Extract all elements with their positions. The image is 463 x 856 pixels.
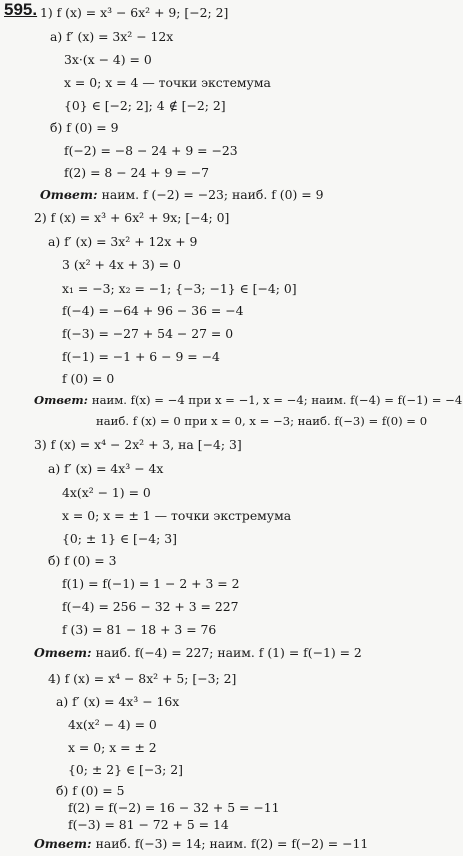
answer-line [34, 393, 462, 408]
answer-line [34, 836, 368, 851]
solution-line: x = 0; x = ± 1 — точки экстремума [62, 508, 292, 523]
solution-line: 3 (x² + 4x + 3) = 0 [62, 257, 181, 272]
solution-line: наиб. f (x) = 0 при x = 0, x = −3; наиб. f(−3) = f(0) = 0 [96, 414, 428, 428]
answer-text: наим. f (−2) = −23; наиб. f (0) = 9 [101, 187, 324, 202]
solution-line: f(−2) = −8 − 24 + 9 = −23 [64, 143, 238, 158]
answer-label: Ответ: [40, 187, 98, 202]
solution-line: 4x(x² − 4) = 0 [68, 717, 157, 732]
solution-line: {0; ± 1} ∈ [−4; 3] [62, 531, 177, 546]
solution-line: 4) f (x) = x⁴ − 8x² + 5; [−3; 2] [48, 671, 237, 686]
solution-line: x₁ = −3; x₂ = −1; {−3; −1} ∈ [−4; 0] [62, 281, 297, 296]
answer-line [40, 187, 323, 202]
answer-line [34, 645, 362, 660]
answer-label: Ответ: [34, 393, 88, 407]
answer-label: Ответ: [34, 836, 92, 851]
solution-line: f(−4) = 256 − 32 + 3 = 227 [62, 599, 239, 614]
solution-line: а) f′ (x) = 4x³ − 4x [48, 461, 164, 476]
solution-line: 4x(x² − 1) = 0 [62, 485, 151, 500]
solution-line: {0} ∈ [−2; 2]; 4 ∉ [−2; 2] [64, 98, 226, 113]
solution-line: f(1) = f(−1) = 1 − 2 + 3 = 2 [62, 576, 240, 591]
solution-line: а) f′ (x) = 3x² + 12x + 9 [48, 234, 198, 249]
answer-text: наим. f(x) = −4 при x = −1, x = −4; наим. f(−4) = f(−1) = −4 [91, 393, 463, 407]
problem-number: 595. [4, 0, 38, 19]
answer-text: наиб. f(−3) = 14; наим. f(2) = f(−2) = −11 [95, 836, 369, 851]
solution-line: f (3) = 81 − 18 + 3 = 76 [62, 622, 217, 637]
solution-line: 2) f (x) = x³ + 6x² + 9x; [−4; 0] [34, 210, 230, 225]
solution-line: 3) f (x) = x⁴ − 2x² + 3, на [−4; 3] [34, 437, 242, 452]
solution-line: f (0) = 0 [62, 371, 115, 386]
solution-line: а) f′ (x) = 3x² − 12x [50, 29, 174, 44]
solution-line: f(−1) = −1 + 6 − 9 = −4 [62, 349, 220, 364]
solution-line: б) f (0) = 9 [50, 120, 119, 135]
solution-line: б) f (0) = 5 [56, 783, 125, 798]
solution-line: {0; ± 2} ∈ [−3; 2] [68, 762, 183, 777]
solution-line: f(2) = f(−2) = 16 − 32 + 5 = −11 [68, 800, 280, 815]
solution-line: x = 0; x = ± 2 [68, 740, 157, 755]
solution-line: 1) f (x) = x³ − 6x² + 9; [−2; 2] [40, 5, 229, 20]
answer-label: Ответ: [34, 645, 92, 660]
solution-line: б) f (0) = 3 [48, 553, 117, 568]
solution-line: f(−4) = −64 + 96 − 36 = −4 [62, 303, 244, 318]
solution-line: f(−3) = −27 + 54 − 27 = 0 [62, 326, 234, 341]
answer-text: наиб. f(−4) = 227; наим. f (1) = f(−1) = 2 [95, 645, 362, 660]
solution-line: 3x·(x − 4) = 0 [64, 52, 152, 67]
solution-line: f(−3) = 81 − 72 + 5 = 14 [68, 817, 229, 832]
solution-line: а) f′ (x) = 4x³ − 16x [56, 694, 180, 709]
solution-line: f(2) = 8 − 24 + 9 = −7 [64, 165, 209, 180]
solution-line: x = 0; x = 4 — точки экстемума [64, 75, 271, 90]
